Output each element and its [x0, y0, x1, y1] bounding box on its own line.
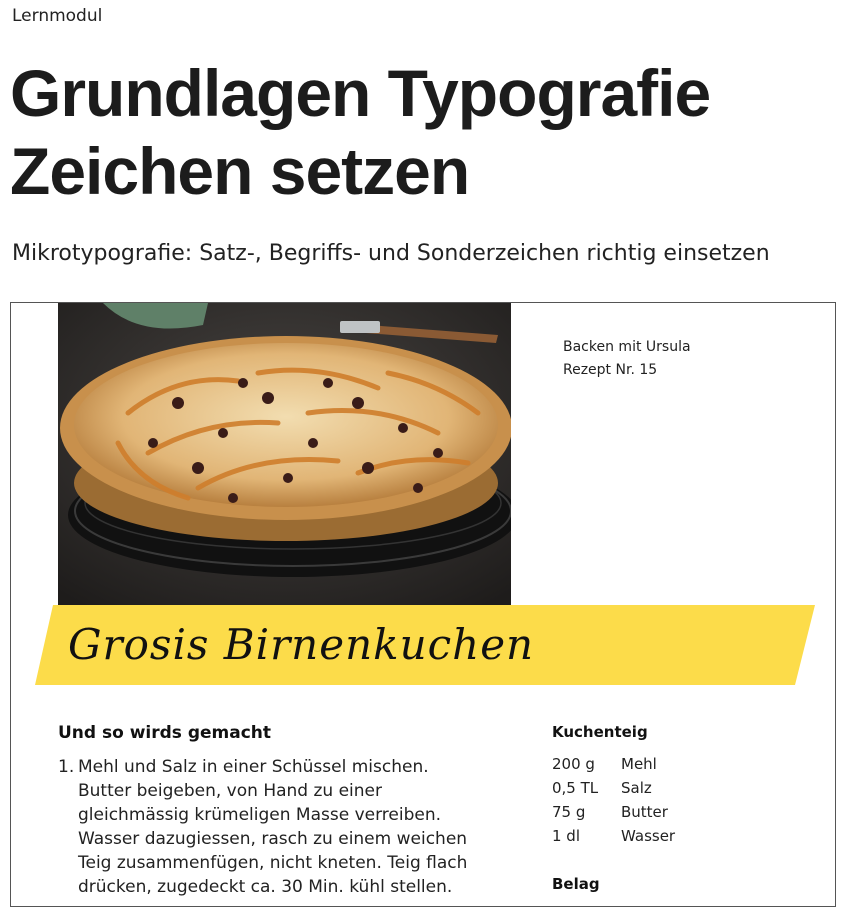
page-title-line-1: Grundlagen Typografie [10, 56, 711, 130]
page-title-line-2: Zeichen setzen [10, 134, 470, 208]
ingredient-row [552, 776, 675, 800]
recipe-meta [563, 336, 691, 382]
ingredient-quantity: 0,5 TL [552, 779, 599, 797]
recipe-title: Grosis Birnenkuchen [68, 620, 535, 669]
page-title [10, 54, 710, 210]
step-number: 1. [58, 757, 75, 777]
ingredient-row [552, 800, 675, 824]
topping-heading: Belag [552, 875, 600, 893]
ingredient-row [552, 752, 675, 776]
recipe-number: Rezept Nr. 15 [563, 362, 658, 378]
pear-tart-photo [58, 303, 511, 605]
series-label: Backen mit Ursula [563, 339, 691, 355]
instructions-heading: Und so wirds gemacht [58, 723, 272, 743]
ingredient-name: Mehl [621, 755, 657, 773]
module-label: Lernmodul [12, 6, 103, 26]
ingredient-name: Salz [621, 779, 652, 797]
ingredient-name: Butter [621, 803, 668, 821]
recipe-card [10, 302, 836, 907]
ingredient-quantity: 1 dl [552, 827, 581, 845]
instruction-step [58, 755, 478, 899]
ingredient-name: Wasser [621, 827, 676, 845]
dough-heading: Kuchenteig [552, 723, 648, 741]
ingredient-quantity: 200 g [552, 755, 595, 773]
page-subtitle: Mikrotypografie: Satz-, Begriffs- und Sonderzeichen richtig einsetzen [12, 241, 770, 266]
ingredient-quantity: 75 g [552, 803, 586, 821]
ingredient-row [552, 824, 675, 848]
step-text: Mehl und Salz in einer Schüssel mischen. Butter beigeben, von Hand zu einer gleichmässig krümeligen Masse verreiben. Wasser dazugiessen, rasch zu einem weichen Teig zusammenfügen, nicht kneten. Teig flach drücken, zugedeckt ca. 30 Min. kühl stellen. [78, 757, 468, 897]
instructions-list [58, 755, 478, 899]
ingredient-list [552, 752, 675, 848]
